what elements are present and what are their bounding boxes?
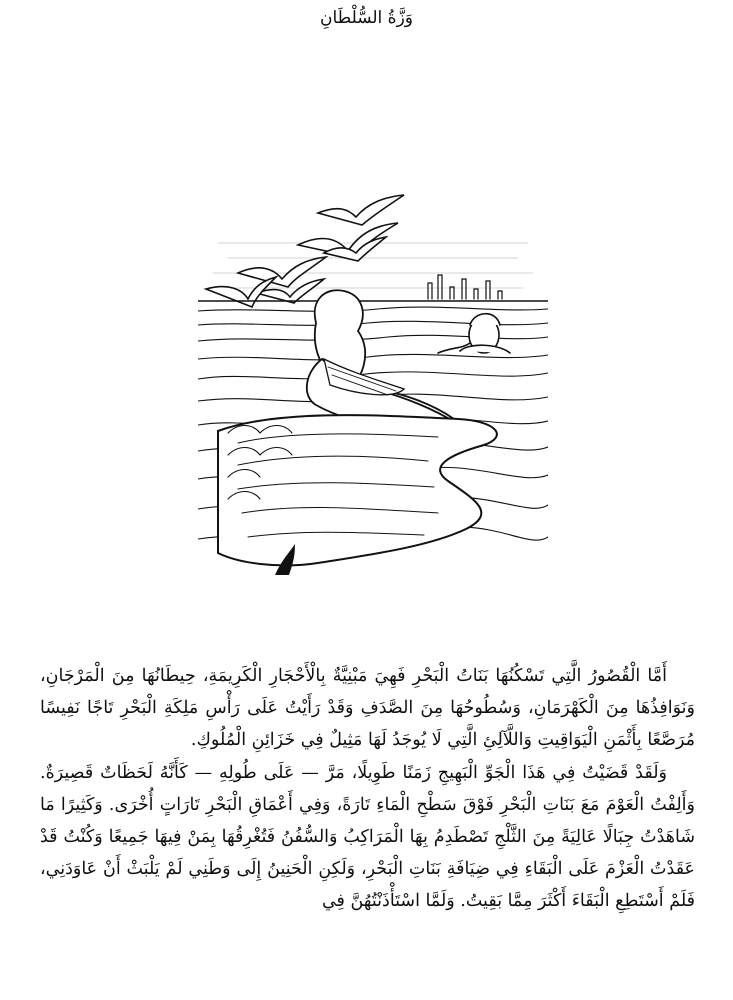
paragraph: وَلَقَدْ قَضَيْتُ فِي هَذَا الْجَوِّ الْبَهِيجِ زَمَنًا طَوِيلًا، مَرَّ — عَلَى طُولِهِ — كَأَنَّهُ لَحَظَاتٌ قَصِيرَةٌ. وَأَلِفْتُ الْعَوْمَ مَعَ بَنَاتِ الْبَحْرِ فَوْقَ سَطْحِ الْمَاءِ تَارَةً، وَفِي أَعْمَاقِ الْبَحْرِ تَارَاتٍ أُخْرَى. وَكَثِيرًا مَا شَاهَدْتُ جِبَالًا عَالِيَةً مِنَ الثَّلْجِ تَصْطَدِمُ بِهَا الْمَرَاكِبُ وَالسُّفُنُ فَتُغْرِقُهَا بِمَنْ فِيهَا جَمِيعًا وَكُنْتُ قَدْ عَقَدْتُ الْعَزْمَ عَلَى الْبَقَاءِ فِي ضِيَافَةِ بَنَاتِ الْبَحْرِ، وَلَكِنِ الْحَنِينُ إِلَى وَطَنِي لَمْ يَلْبَثْ أَنْ عَاوَدَنِي، فَلَمْ أَسْتَطِعِ الْبَقَاءَ أَكْثَرَ مِمَّا بَقِيتُ. وَلَمَّا اسْتَأْذَنْتُهُنَّ فِي	[40, 762, 695, 912]
mermaid-sea-illustration	[198, 183, 548, 575]
page-title: وَزَّةُ السُّلْطَانِ	[319, 8, 414, 28]
article-body	[40, 660, 695, 918]
paragraph: أَمَّا الْقُصُورُ الَّتِي تَسْكُنُهَا بَنَاتُ الْبَحْرِ فَهِيَ مَبْنِيَّةٌ بِالْأَحْجَارِ الْكَرِيمَةِ، حِيطَانُهَا مِنَ الْمَرْجَانِ، وَنَوَافِذُهَا مِنَ الْكَهْرَمَانِ، وَسُطُوحُهَا مِنَ الصَّدَفِ وَقَدْ رَأَيْتُ عَلَى رَأْسِ مَلِكَةِ الْبَحْرِ تَاجًا نَفِيسًا مُرَصَّعًا بِأَثْمَنِ الْيَوَاقِيتِ وَاللَّآلِئِ الَّتِي لَا يُوجَدُ لَهَا مَثِيلٌ فِي خَزَائِنِ الْمُلُوكِ.	[40, 666, 695, 751]
illustration-svg	[198, 183, 548, 575]
